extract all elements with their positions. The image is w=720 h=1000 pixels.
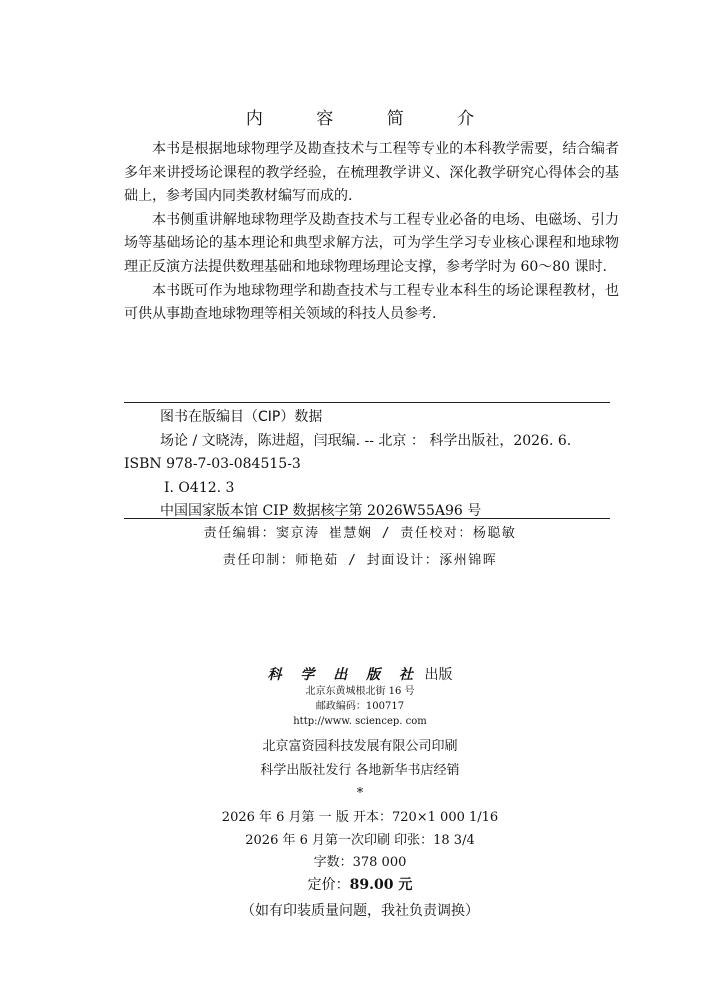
- publisher-suffix: 出版: [424, 667, 453, 683]
- cip-catalog-line: 场论 / 文晓涛，陈进超，闫珉编. -- 北京 ： 科学出版社，2026. 6.: [160, 432, 572, 449]
- price-label: 定价：: [307, 877, 350, 893]
- production-staff-line: 责任印制：师艳茹 / 封面设计：涿州锦晖: [222, 553, 498, 568]
- intro-paragraph: 本书侧重讲解地球物理学及勘查技术与工程专业必备的电场、电磁场、引力场等基础场论的基本理论和典型求解方法，可为学生学习专业核心课程和地球物理正反演方法提供数理基础和地球物理场理论支撑，参考学时为 60～80 课时.: [124, 211, 619, 275]
- cip-isbn: ISBN 978-7-03-084515-3: [124, 456, 301, 472]
- word-count: 字数：378 000: [313, 855, 407, 870]
- publisher-website: http://www. sciencep. com: [293, 716, 427, 727]
- star-separator: *: [356, 786, 364, 801]
- publisher-postcode: 邮政编码：100717: [315, 701, 405, 712]
- price-line: [0, 874, 720, 894]
- publisher-address: 北京东黄城根北街 16 号: [305, 686, 415, 697]
- edition-line: 2026 年 6 月第 一 版 开本：720×1 000 1/16: [221, 810, 499, 825]
- cip-data-block: [124, 406, 610, 524]
- print-run-line: 2026 年 6 月第一次印刷 印张：18 3/4: [245, 833, 475, 848]
- intro-paragraph: 本书既可作为地球物理学和勘查技术与工程专业本科生的场论课程教材，也可供从事勘查地球物理等相关领域的科技人员参考.: [124, 282, 619, 323]
- cip-record-number: 中国国家版本馆 CIP 数据核字第 2026W55A96 号: [160, 503, 482, 519]
- editorial-staff-line: 责任编辑：窦京涛 崔慧娴 / 责任校对：杨聪敏: [203, 526, 517, 541]
- publisher-line: [0, 664, 720, 684]
- introduction: [124, 138, 619, 327]
- page-title: 内 容 简 介: [245, 109, 499, 129]
- price-value: 89.00 元: [349, 877, 413, 893]
- printer-line: 北京富资园科技发展有限公司印刷: [262, 739, 458, 754]
- publisher-name: 科 学 出 版 社: [267, 667, 421, 683]
- quality-notice: （如有印装质量问题，我社负责调换）: [241, 903, 479, 919]
- cip-heading: 图书在版编目（CIP）数据: [160, 409, 323, 425]
- cip-classification: Ⅰ. O412. 3: [164, 479, 235, 496]
- cip-bottom-rule: [124, 518, 610, 519]
- cip-top-rule: [124, 402, 610, 403]
- intro-paragraph: 本书是根据地球物理学及勘查技术与工程等专业的本科教学需要，结合编者多年来讲授场论课程的教学经验，在梳理教学讲义、深化教学研究心得体会的基础上，参考国内同类教材编写而成的.: [124, 141, 619, 205]
- distribution-line: 科学出版社发行 各地新华书店经销: [260, 763, 460, 778]
